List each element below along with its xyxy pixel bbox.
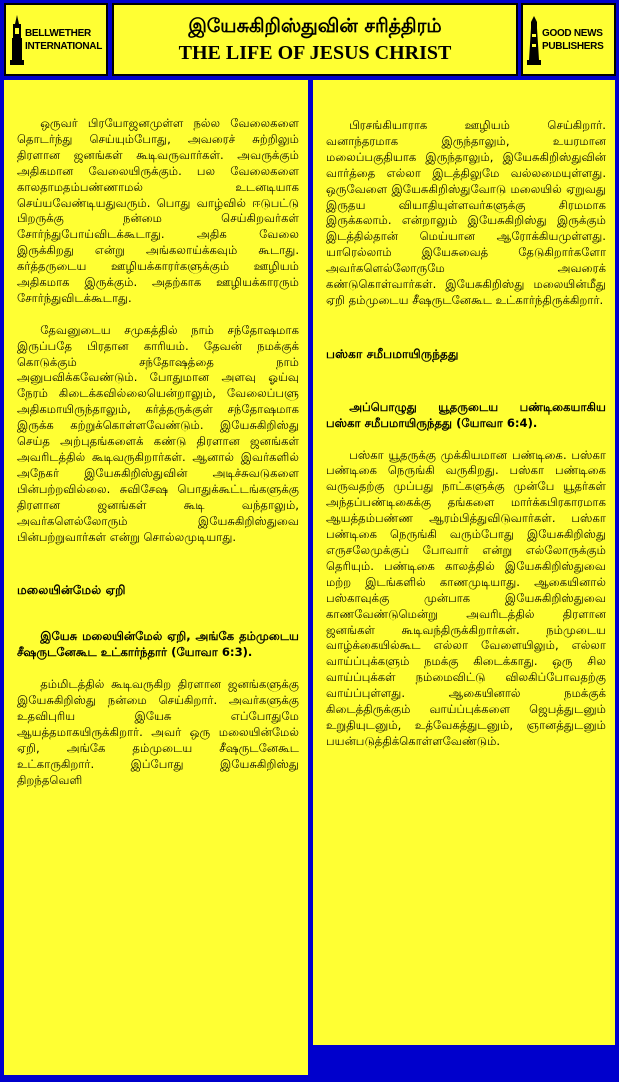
verse-quote: அப்பொழுது யூதருடைய பண்டிகையாகிய பஸ்கா சமீபமாயிருந்தது (யோவா 6:4).	[326, 399, 606, 430]
page-title-tamil: இயேசுகிறிஸ்துவின் சரித்திரம்	[188, 15, 442, 37]
good-news-logo-text: GOOD NEWS PUBLISHERS	[542, 27, 604, 52]
section-heading: பஸ்கா சமீபமாயிருந்தது	[326, 346, 459, 361]
bellwether-logo-text: BELLWETHER INTERNATIONAL	[25, 27, 103, 52]
bellwether-logo	[4, 3, 108, 76]
paragraph: தம்மிடத்தில் கூடிவருகிற திரளான ஜனங்களுக்கு இயேசுகிறிஸ்து நன்மை செய்கிறார். அவர்களுக்கு உதவிபுரிய இயேசு எப்போதுமே ஆயத்தமாகயிருக்கிறார். அவர் ஒரு மலையின்மேல் ஏறி, அங்கே தம்முடைய சீஷருடனேகூட உட்காருகிறார். இப்போது இயேசுகிறிஸ்து திறந்தவெளி	[17, 677, 299, 787]
paragraph: தேவனுடைய சமுகத்தில் நாம் சந்தோஷமாக இருப்பதே பிரதான காரியம். தேவன் நமக்குக் கொடுக்கும் சந்தோஷத்தை நாம் அனுபவிக்கவேண்டும். போதுமான அளவு ஓய்வு நேரம் கிடைக்கவில்லையென்றாலும், வேலைப்பளு அதிகமாயிருந்தாலும், கர்த்தருக்குள் சந்தோஷமாக இருக்க கற்றுக்கொள்ளவேண்டும். இயேசுகிறிஸ்து செய்த அற்புதங்களைக் கண்டு திரளான ஜனங்கள் அவரிடத்தில் கூடிவருகிறார்கள். ஆனால் இவர்களில் அநேகர் இயேசுகிறிஸ்துவின் அடிச்சுவடுகளை பின்பற்றவில்லை. சுவிசேஷ பொதுக்கூட்டங்களுக்கு திரளான ஜனங்கள் கூடி வந்தாலும், அவர்களெல்லோரும் இயேசுகிறிஸ்துவை பின்பற்றுவார்கள் என்று சொல்லமுடியாது.	[17, 322, 299, 544]
lighthouse-icon	[526, 14, 542, 66]
paragraph: பஸ்கா யூதருக்கு முக்கியமான பண்டிகை. பஸ்கா பண்டிகை நெருங்கி வருகிறது. பஸ்கா பண்டிகை வருவதற்கு முப்பது நாட்களுக்கு முன்பே யூதர்கள் அந்தப்பண்டிகைக்கு தங்களை மார்க்கபிரகாரமாக ஆயத்தம்பண்ண ஆரம்பித்துவிடுவார்கள். பஸ்கா பண்டிகை நெருங்கி வரும்போது இயேசுகிறிஸ்து எருசலேமுக்குப் போவார் என்று எல்லோருக்கும் தெரியும். பண்டிகை காலத்தில் இயேசுகிறிஸ்துவை மற்ற இடங்களில் காணமுடியாது. ஆகையினால் பஸ்காவுக்கு முன்பாக இயேசுகிறிஸ்துவை காணவேண்டுமென்று அவரிடத்தில் திரளான ஜனங்கள் கூடிவந்திருக்கிறார்கள். நம்முடைய வாழ்க்கையில்கூட எல்லா வேளையிலும், எல்லா வாய்ப்புக்களும் நமக்கு கிடைக்காது. ஒரு சில வாய்ப்புக்கள் நம்மைவிட்டு விலகிப்போவதற்கு வாய்ப்புள்ளது. ஆகையினால் நமக்குக் கிடைத்திருக்கும் வாய்ப்புக்களை ஜெபத்துடனும் உறுதியுடனும், உத்வேகத்துடனும், ஞானத்துடனும் பயன்படுத்திக்கொள்ளவேண்டும்.	[326, 447, 606, 748]
bell-tower-icon	[9, 14, 25, 66]
good-news-logo	[521, 3, 616, 76]
paragraph: ஒருவர் பிரயோஜனமுள்ள நல்ல வேலைகளை தொடர்ந்து செய்யும்போது, அவரைச் சுற்றிலும் திரளான ஜனங்கள் கூடிவருவார்கள். அவருக்கும் அதிகமான வேலையிருக்கும். பல வேலைகளை காலதாமதம்பண்ணாமல் உடனடியாக செய்யவேண்டியதுவரும். பொது வாழ்வில் ஈடுபட்டு பிறருக்கு நன்மை செய்கிறவர்கள் சோர்ந்துபோய்விடக்கூடாது. அதிக வேலை இருக்கிறது என்று அங்கலாய்க்கவும் கூடாது. கர்த்தருடைய ஊழியக்காரர்களுக்கும் ஊழியம் அதிகமாக இருக்கும். அதற்காக ஊழியக்காரரும் சோர்ந்துவிடக்கூடாது.	[17, 116, 299, 305]
title-box	[112, 3, 518, 76]
page-title-english: THE LIFE OF JESUS CHRIST	[178, 42, 452, 64]
verse-quote: இயேசு மலையின்மேல் ஏறி, அங்கே தம்முடைய சீஷருடனேகூட உட்கார்ந்தார் (யோவா 6:3).	[17, 629, 299, 660]
left-column	[4, 80, 308, 1075]
paragraph: பிரசங்கியாராக ஊழியம் செய்கிறார். வனாந்தரமாக இருந்தாலும், உயரமான மலைப்பகுதியாக இருந்தாலும், இயேசுகிறிஸ்துவின் வார்த்தை எல்லா இடத்திலுமே வல்லமையுள்ளது. ஒருவேளை இயேசுகிறிஸ்துவோடு மலையில் ஏறுவது இருதய வியாதியுள்ளவர்களுக்கு சிரமமாக இருக்கலாம். என்றாலும் இயேசுகிறிஸ்து இருக்கும் இடத்தில்தான் மெய்யான ஆரோக்கியமுள்ளது. யாரெல்லாம் இயேசுவைத் தேடுகிறார்களோ அவர்களெல்லோருமே அவரைக் கண்டுகொள்வார்கள். இயேசுகிறிஸ்து மலையின்மீது ஏறி தம்முடைய சீஷருடனேகூட உட்கார்ந்திருக்கிறார்.	[326, 118, 606, 307]
section-heading: மலையின்மேல் ஏறி	[17, 583, 126, 598]
right-column	[313, 80, 615, 1045]
